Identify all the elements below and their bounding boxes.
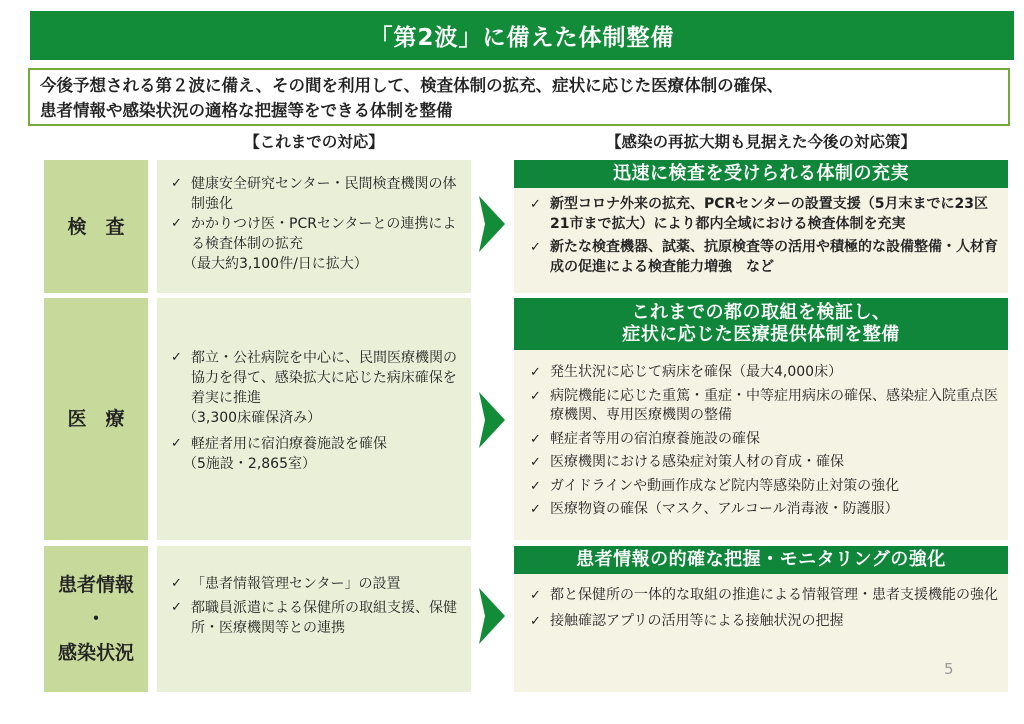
list-item: ✓ 病院機能に応じた重篤・重症・中等症用病床の確保、感染症入院重点医療機関、専用医療機関の整備 (530, 387, 998, 423)
category-label: ・ (86, 608, 106, 630)
category-label: 感染状況 (57, 642, 134, 664)
list-item: ✓ 都立・公社病院を中心に、民間医療機関の協力を得て、感染拡大に応じた病床確保を着実に推進 (171, 350, 457, 406)
check-icon: ✓ (530, 240, 541, 255)
future-list-inspection (514, 189, 1008, 285)
list-item: ✓ 都と保健所の一体的な取組の推進による情報管理・患者支援機能の強化 (528, 586, 998, 606)
category-label: 検 査 (67, 215, 125, 238)
category-label: 患者情報 (57, 574, 134, 596)
right-column-header: 【感染の再拡大期も見据えた今後の対応策】 (605, 133, 916, 151)
category-label: 医 療 (67, 408, 125, 430)
check-icon: ✓ (171, 216, 182, 231)
current-measures-medical (157, 298, 471, 540)
category-inspection (44, 160, 148, 293)
list-item: ✓ 「患者情報管理センター」の設置 (171, 576, 401, 592)
category-patient-info (44, 546, 148, 692)
list-item: ✓ 接触確認アプリの活用等による接触状況の把握 (528, 612, 998, 632)
future-heading-medical: これまでの都の取組を検証し、 症状に応じた医療提供体制を整備 (514, 298, 1008, 350)
arrow-right-icon (479, 588, 505, 644)
check-icon: ✓ (530, 478, 541, 494)
list-item: ✓ 発生状況に応じて病床を確保（最大4,000床） (528, 363, 998, 383)
check-icon: ✓ (530, 613, 541, 629)
check-icon: ✓ (530, 455, 541, 470)
check-icon: ✓ (530, 431, 541, 447)
summary-line-1: 今後予想される第２波に備え、その間を利用して、検査体制の拡充、症状に応じた医療体制の確保、 (40, 76, 784, 95)
check-icon: ✓ (530, 502, 541, 517)
list-item: ✓ 医療物資の確保（マスク、アルコール消毒液・防護服） (528, 500, 998, 520)
check-icon: ✓ (530, 588, 541, 603)
list-item: ✓ 軽症者等用の宿泊療養施設の確保 (528, 430, 998, 450)
check-icon: ✓ (171, 600, 182, 615)
list-item: ✓ かかりつけ医・PCRセンターとの連携による検査体制の拡充 (171, 216, 457, 252)
list-item: ✓ 健康安全研究センター・民間検査機関の体制強化 (171, 176, 457, 212)
category-medical (44, 298, 148, 540)
check-icon: ✓ (171, 350, 182, 365)
future-heading-patient-info: 患者情報の的確な把握・モニタリングの強化 (514, 546, 1008, 574)
list-item: ✓ 新型コロナ外来の拡充、PCRセンターの設置支援（5月末までに23区21市まで拡大）により都内全域における検査体制を充実 (530, 196, 988, 232)
note-text: （最大約3,100件/日に拡大） (183, 256, 368, 272)
current-measures-patient-info (157, 546, 471, 692)
list-item: ✓ 医療機関における感染症対策人材の育成・確保 (528, 453, 998, 473)
check-icon: ✓ (530, 388, 541, 404)
arrow-right-icon (479, 392, 505, 448)
note-text: （3,300床確保済み） (183, 410, 322, 426)
check-icon: ✓ (530, 365, 541, 380)
page-title: 「第2波」に備えた体制整備 (30, 11, 1014, 60)
check-icon: ✓ (171, 176, 182, 191)
future-list-patient-info (514, 580, 1008, 639)
list-item: ✓ 軽症者用に宿泊療養施設を確保 (171, 436, 387, 452)
arrow-right-icon (479, 196, 505, 252)
future-list-medical (514, 357, 1008, 528)
page-number: 5 (944, 660, 954, 678)
current-measures-inspection (157, 160, 471, 293)
summary-line-2: 患者情報や感染状況の適格な把握等をできる体制を整備 (40, 101, 453, 120)
left-column-header: 【これまでの対応】 (244, 133, 384, 151)
list-item: ✓ 都職員派遣による保健所の取組支援、保健所・医療機関等との連携 (171, 600, 457, 636)
check-icon: ✓ (171, 436, 182, 451)
summary-box (28, 68, 1010, 126)
list-item: ✓ ガイドラインや動画作成など院内等感染防止対策の強化 (528, 477, 998, 497)
check-icon: ✓ (530, 197, 541, 212)
list-item: ✓ 新たな検査機器、試薬、抗原検査等の活用や積極的な設備整備・人材育成の促進による検査能力増強 など (530, 239, 998, 275)
future-heading-inspection: 迅速に検査を受けられる体制の充実 (514, 160, 1008, 188)
check-icon: ✓ (171, 576, 182, 591)
note-text: （5施設・2,865室） (183, 456, 316, 472)
